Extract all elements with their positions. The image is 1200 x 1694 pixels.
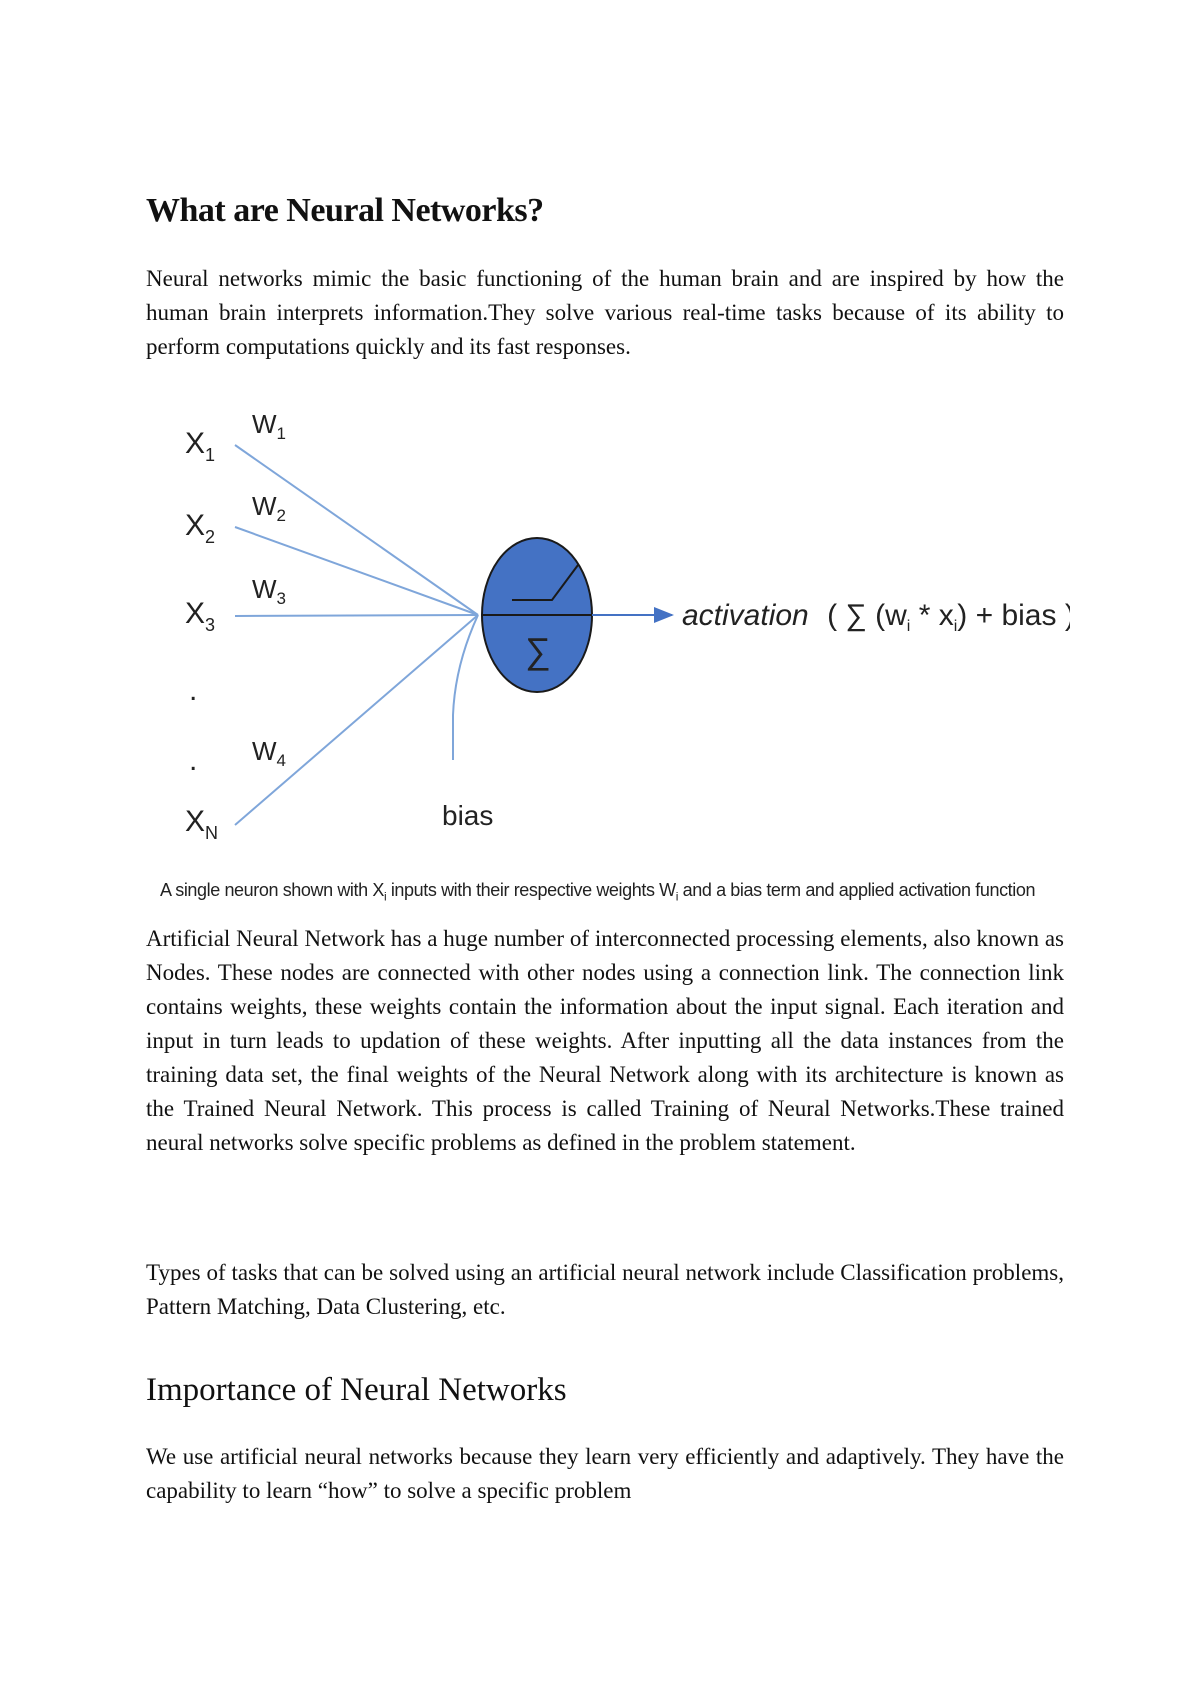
neuron-diagram (170, 405, 1070, 855)
neuron-diagram-svg (170, 405, 1070, 855)
weight-label-3: $W_3$ (252, 574, 287, 608)
input-line-n (235, 615, 478, 825)
weight-label-4: $W_4$ (252, 736, 287, 770)
input-label-n: $X_N$ (185, 805, 219, 843)
section-subtitle: Importance of Neural Networks (146, 1372, 567, 1408)
activation-sub-w: i (906, 618, 911, 635)
intro-paragraph: Neural networks mimic the basic functioning of the human brain and are inspired by how the human brain interprets information.They solve various real-time tasks because of its ability to perform computations quickly and its fast responses. (146, 266, 1064, 359)
ellipsis-dot-1: . (189, 674, 198, 707)
input-label-1: $X_1$ (185, 427, 216, 465)
figure-caption: A single neuron shown with $X_i$ inputs with their respective weights $W_i$ and a bias term and applied activation function (160, 880, 1036, 904)
ann-paragraph: Artificial Neural Network has a huge number of interconnected processing elements, also known as Nodes. These nodes are connected with other nodes using a connection link. The connection link contains weights, these weights contain the information about the input signal. Each iteration and input in turn leads to updation of these weights. After inputting all the data instances from the training data set, the final weights of the Neural Network along with its architecture is known as the Trained Neural Network. This process is called Training of Neural Networks.These trained neural networks solve specific problems as defined in the problem statement. (146, 926, 1064, 1155)
activation-part-b: * x (910, 599, 954, 632)
input-label-3: $X_3$ (185, 597, 216, 635)
activation-formula (682, 599, 1070, 635)
bias-label: bias (442, 800, 494, 831)
input-label-2: $X_2$ (185, 509, 216, 547)
types-paragraph: Types of tasks that can be solved using an artificial neural network include Classification problems, Pattern Matching, Data Clustering, etc. (146, 1260, 1064, 1319)
bias-line (453, 615, 478, 760)
activation-part-a: ( ∑ (w (827, 599, 907, 632)
weight-label-1: $W_1$ (252, 409, 287, 443)
activation-part-c: ) + bias ) (957, 599, 1070, 632)
activation-sub-x: i (953, 618, 958, 635)
ellipsis-dot-2: . (189, 744, 198, 777)
input-line-3 (235, 615, 478, 616)
importance-paragraph: We use artificial neural networks because they learn very efficiently and adaptively. They have the capability to learn “how” to solve a specific problem (146, 1444, 1064, 1503)
activation-word: activation (682, 599, 809, 632)
page-title: What are Neural Networks? (146, 192, 544, 229)
sigma-symbol: ∑ (525, 630, 551, 671)
weight-label-2: $W_2$ (252, 491, 287, 525)
